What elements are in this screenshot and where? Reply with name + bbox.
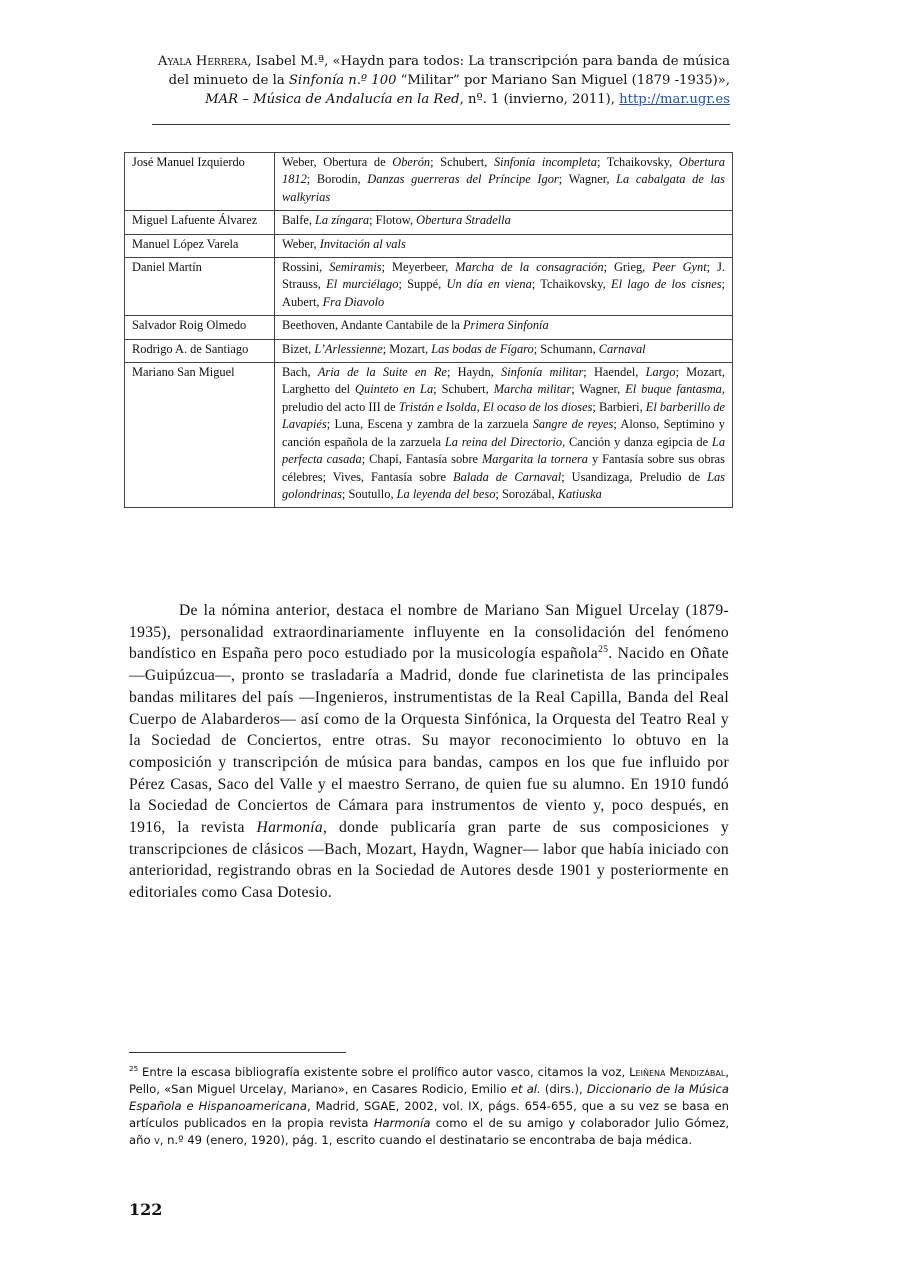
work-text: ; Borodin,: [306, 172, 368, 187]
work-text: ; Schubert,: [433, 382, 494, 397]
work-text: ; Tchaikovsky,: [596, 155, 679, 169]
work-text: ; Haydn,: [446, 365, 501, 380]
work-text: ,: [476, 399, 483, 414]
work-text: ; Wagner,: [558, 172, 617, 187]
footnote-text-6: , n.º 49 (enero, 1920), pág. 1, escrito cuando el destinatario se encontraba de baja médica.: [159, 1133, 693, 1148]
work-text: ; Grieg,: [603, 260, 653, 275]
works-cell: [275, 153, 733, 211]
work-title: Obertura Stradella: [416, 213, 511, 228]
work-text: ; Usandizaga, Preludio de: [561, 469, 708, 484]
work-title: El barberillo de Lavapiés: [282, 399, 725, 432]
work-title: La cabalgata de las walkyrias: [282, 172, 725, 204]
arranger-name-cell: José Manuel Izquierdo: [125, 153, 275, 211]
work-text: ; Tchaikovsky,: [531, 277, 611, 292]
work-title: Aria de la Suite en Re: [317, 365, 447, 380]
work-title: La leyenda del beso: [396, 486, 496, 501]
footnote-author: Leiñena Mendizábal: [629, 1065, 726, 1079]
composers-table: [124, 152, 733, 508]
footnote-text-3: (dirs.),: [540, 1082, 587, 1097]
work-title: La zíngara: [315, 213, 370, 228]
work-title: El lago de los cisnes: [611, 277, 722, 292]
work-text: Rossini,: [282, 260, 330, 275]
footnote-text-1: Entre la escasa bibliografía existente sobre el prolífico autor vasco, citamos la voz,: [138, 1065, 630, 1079]
works-cell: [275, 211, 733, 234]
work-title: Balada de Carnaval: [453, 469, 562, 484]
work-title: Margarita la tornera: [481, 452, 588, 467]
header-text-1: , Isabel M.ª, «Haydn para todos: La transcripción para banda de música del minueto de la: [168, 54, 730, 88]
work-text: ; Mozart,: [382, 341, 432, 356]
footnote-number: 25: [129, 1064, 139, 1074]
work-title: Obertura 1812: [282, 155, 725, 187]
work-text: ; Barbieri,: [592, 399, 646, 414]
table-row: [125, 211, 733, 234]
works-cell: [275, 316, 733, 339]
header-text-2: “Militar” por Mariano San Miguel (1879 -1935)»,: [396, 73, 730, 88]
work-title: El ocaso de los dioses: [482, 399, 593, 414]
arranger-name-cell: Miguel Lafuente Álvarez: [125, 211, 275, 234]
table-row: [125, 363, 733, 508]
work-title: Las bodas de Fígaro: [431, 341, 534, 356]
work-title: Oberón: [392, 155, 431, 169]
work-text: ; Luna, Escena y zambra de la zarzuela: [326, 417, 533, 432]
paragraph: [129, 600, 729, 904]
footnote-dictionary: Diccionario de la Música Española e Hispanoamericana: [129, 1082, 730, 1114]
arranger-name-cell: Salvador Roig Olmedo: [125, 316, 275, 339]
work-title: Peer Gynt: [652, 260, 707, 275]
work-title: L’Arlessienne: [314, 341, 383, 356]
table-row: [125, 316, 733, 339]
work-text: ; Schubert,: [430, 155, 494, 169]
header-work-title: Sinfonía n.º 100: [288, 73, 397, 88]
work-text: Bizet,: [282, 341, 315, 356]
header-author-surname: Ayala Herrera: [157, 54, 248, 69]
composers-table-body: [125, 153, 733, 508]
works-cell: [275, 258, 733, 316]
arranger-name-cell: Rodrigo A. de Santiago: [125, 339, 275, 362]
work-text: ; Chapí, Fantasía sobre: [361, 452, 482, 467]
main-paragraph: [129, 600, 729, 904]
work-title: Invitación al vals: [319, 236, 406, 251]
table-row: [125, 339, 733, 362]
work-title: Danzas guerreras del Príncipe Igor: [367, 172, 559, 187]
work-title: Quinteto en La: [355, 382, 434, 397]
work-text: ; Mozart, Larghetto del: [282, 365, 726, 397]
work-title: Carnaval: [598, 341, 646, 356]
page-number: 122: [129, 1200, 163, 1219]
work-title: Katiuska: [557, 486, 602, 501]
footnote: [129, 1064, 729, 1149]
header-url-link[interactable]: http://mar.ugr.es: [619, 92, 730, 107]
arranger-name-cell: Manuel López Varela: [125, 234, 275, 257]
table-row: [125, 234, 733, 257]
work-text: Balfe,: [282, 213, 316, 228]
work-title: La reina del Directorio: [444, 434, 563, 449]
work-title: Fra Diavolo: [322, 294, 385, 309]
work-text: ; Sorozábal,: [495, 486, 558, 501]
work-title: El murciélago: [326, 277, 399, 292]
work-text: y Fantasía sobre sus obras célebres; Vives, Fantasía sobre: [282, 452, 725, 484]
work-text: Beethoven, Andante Cantabile de la: [282, 318, 463, 333]
work-title: Sinfonía incompleta: [493, 155, 597, 169]
paragraph-text-2: . Nacido en Oñate —Guipúzcua—, pronto se trasladaría a Madrid, donde fue clarinetista de las principales bandas militares del país —Ingenieros, instrumentistas de la Real Capilla, Banda del Real Cuerpo de Alabarderos— así como de la Orquesta Sinfónica, la Orquesta del Teatro Real y la Sociedad de Conciertos, entre otras. Su mayor reconocimiento lo obtuvo en la composición y transcripción de música para bandas, campos en los que fue influido por Pérez Casas, Saco del Valle y el maestro Serrano, de quien fue su alumno. En 1910 fundó la Sociedad de Conciertos de Cámara para instrumentos de viento y, poco después, en 1916, la revista: [129, 645, 729, 837]
work-text: ; Meyerbeer,: [381, 260, 456, 275]
work-text: Weber, Obertura de: [282, 155, 393, 169]
paragraph-text-3: , donde publicaría gran parte de sus composiciones y transcripciones de clásicos —Bach, Mozart, Haydn, Wagner— labor que había iniciado con anterioridad, registrando obras en la Sociedad de Autores desde 1901 y posteriormente en editoriales como Casa Dotesio.: [129, 819, 729, 902]
work-text: ; J. Strauss,: [282, 260, 725, 292]
arranger-name-cell: Mariano San Miguel: [125, 363, 275, 508]
work-text: ; Alonso, Septimino y canción española de la zarzuela: [282, 417, 725, 449]
paragraph-journal: Harmonía: [256, 819, 324, 837]
paragraph-text-1: De la nómina anterior, destaca el nombre de Mariano San Miguel Urcelay (1879-1935), personalidad extraordinariamente influyente en la consolidación del fenómeno bandístico en España pero poco estudiado por la musicología española: [129, 602, 729, 663]
works-cell: [275, 363, 733, 508]
work-text: ; Wagner,: [571, 382, 626, 397]
footnote-text-4: , Madrid, SGAE, 2002, vol. IX, págs. 654-655, que a su vez se basa en artículos publicados en la propia revista: [129, 1099, 730, 1131]
footnote-text-2: , Pello, «San Miguel Urcelay, Mariano», en Casares Rodicio, Emilio: [129, 1065, 729, 1097]
work-title: El buque fantasma: [625, 382, 722, 397]
work-text: , preludio del acto III de: [282, 382, 725, 414]
work-text: Bach,: [282, 365, 318, 380]
footnote-reference[interactable]: 25: [598, 644, 609, 656]
work-title: Semiramis: [329, 260, 382, 275]
work-text: ; Flotow,: [369, 213, 417, 228]
footnote-year-roman: v: [154, 1133, 160, 1148]
work-title: Marcha de la consagración: [455, 260, 604, 275]
header-text-3: , nº. 1 (invierno, 2011),: [459, 92, 620, 107]
footnote-text-5: como el de su amigo y colaborador Julio Gómez, año: [129, 1116, 730, 1148]
running-header: [150, 52, 730, 109]
work-text: Weber,: [282, 236, 320, 251]
work-title: Las golondrinas: [282, 469, 725, 501]
header-journal: MAR – Música de Andalucía en la Red: [205, 92, 460, 107]
work-title: Largo: [645, 365, 676, 380]
footnote-journal: Harmonía: [373, 1116, 431, 1131]
header-divider: [152, 124, 730, 125]
arranger-name-cell: Daniel Martín: [125, 258, 275, 316]
work-title: Sinfonía militar: [501, 365, 584, 380]
work-title: La perfecta casada: [282, 434, 726, 467]
work-text: , Canción y danza egipcia de: [562, 434, 712, 449]
footnote-divider: [129, 1052, 346, 1053]
work-text: ; Schumann,: [533, 341, 599, 356]
work-title: Primera Sinfonía: [462, 318, 549, 333]
work-text: ; Suppé,: [398, 277, 447, 292]
work-title: Marcha militar: [493, 382, 572, 397]
work-title: Tristán e Isolda: [398, 399, 477, 414]
table-row: [125, 258, 733, 316]
table-row: [125, 153, 733, 211]
footnote-et-al: et al.: [510, 1082, 541, 1097]
work-text: ; Aubert,: [282, 277, 725, 309]
work-text: ; Soutullo,: [341, 486, 397, 501]
work-text: ; Haendel,: [583, 365, 646, 380]
work-title: Un día en viena: [446, 277, 532, 292]
works-cell: [275, 234, 733, 257]
work-title: Sangre de reyes: [532, 417, 614, 432]
works-cell: [275, 339, 733, 362]
